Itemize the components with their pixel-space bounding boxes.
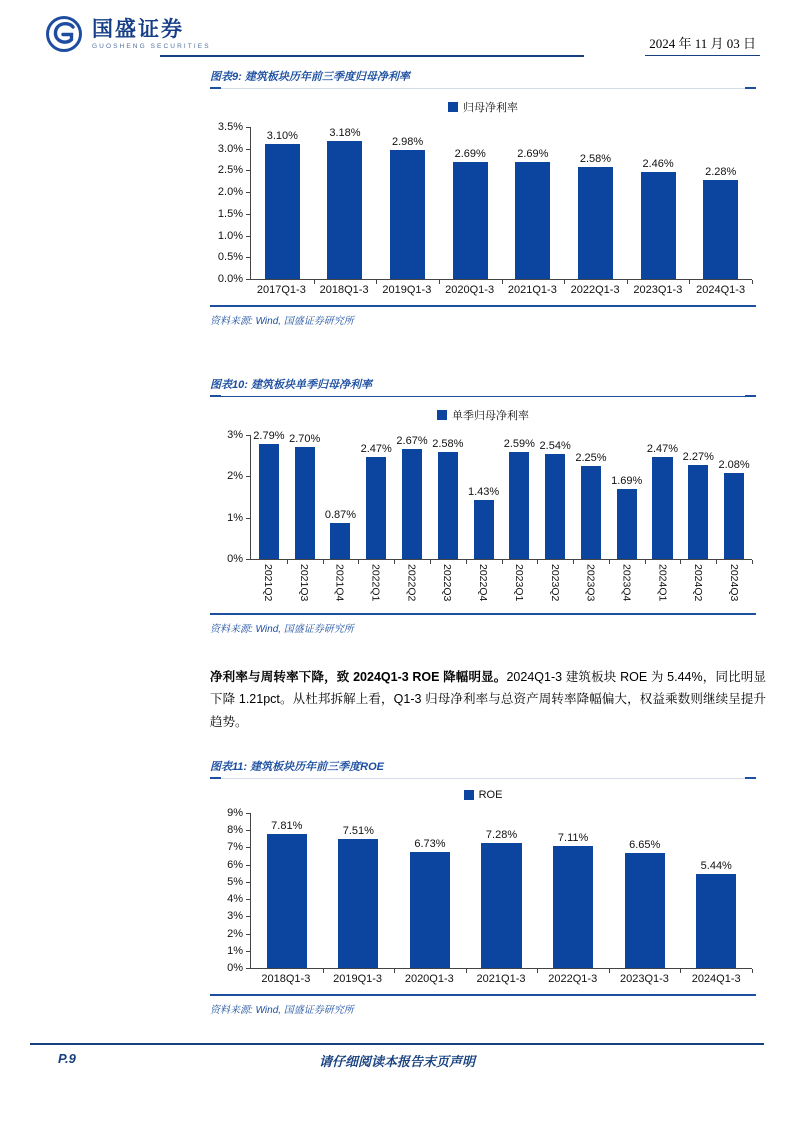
y-tick-label: 2.5% <box>217 164 243 177</box>
bar-value-label: 2.47% <box>360 442 392 455</box>
x-tick-label-text: 2017Q1-3 <box>256 284 306 296</box>
x-tick-label <box>537 564 573 604</box>
bar-slot <box>376 127 439 279</box>
y-tick-label: 2.0% <box>217 186 243 199</box>
bar-slot <box>251 429 287 559</box>
x-tick-label <box>680 973 752 985</box>
footer-rule <box>30 1043 764 1045</box>
bar-slot <box>680 435 716 559</box>
bar-slot <box>314 127 377 279</box>
x-tick-label-text: 2024Q1 <box>656 564 669 602</box>
x-tick-label-text: 2019Q1-3 <box>382 284 432 296</box>
bar-value-label: 2.54% <box>539 440 571 453</box>
bar-slot <box>564 127 627 279</box>
x-tick <box>537 969 538 973</box>
x-tick-label <box>716 564 752 604</box>
x-tick-label-text: 2021Q1-3 <box>507 284 557 296</box>
x-tick <box>394 969 395 973</box>
x-tick-label-text: 2022Q4 <box>477 564 490 602</box>
y-tick-label: 2% <box>227 470 243 483</box>
report-date: 2024 年 11 月 03 日 <box>645 33 760 56</box>
x-axis-labels <box>250 284 752 296</box>
bar-value-label: 2.58% <box>579 152 612 165</box>
bar-value-label: 2.59% <box>503 437 535 450</box>
figure-10 <box>210 376 756 635</box>
bar-2024Q1 <box>646 442 679 559</box>
bar-slot <box>394 813 466 968</box>
x-tick-label-text: 2022Q1-3 <box>548 973 598 985</box>
y-tick <box>246 279 250 280</box>
bar-value-label: 0.87% <box>324 509 357 522</box>
x-tick <box>466 969 467 973</box>
y-tick-label: 0% <box>227 962 243 974</box>
bar-2024Q3 <box>718 459 750 559</box>
bar-value-label: 2.08% <box>718 459 750 472</box>
brand-name-en: GUOSHENG SECURITIES <box>92 43 211 51</box>
bar-slot <box>609 435 645 559</box>
y-tick <box>246 518 250 519</box>
bar-2022Q1-3 <box>578 152 613 279</box>
bar-value-label: 3.10% <box>266 130 298 143</box>
x-tick-label <box>573 564 609 604</box>
x-tick <box>502 560 503 564</box>
bar-value-label: 2.67% <box>396 434 428 447</box>
bar-value-label: 2.47% <box>646 442 679 455</box>
x-tick <box>752 280 753 284</box>
x-tick <box>314 280 315 284</box>
x-tick-label-text: 2023Q4 <box>620 564 633 602</box>
x-tick-label <box>438 284 501 296</box>
y-tick <box>246 916 250 917</box>
x-tick <box>627 280 628 284</box>
x-tick <box>287 560 288 564</box>
figure-9-legend <box>210 99 756 115</box>
y-axis <box>210 429 250 565</box>
y-tick-label: 3% <box>227 910 243 923</box>
figure-10-title: 图表10: 建筑板块单季归母净利率 <box>210 379 372 391</box>
legend-label: 归母净利率 <box>463 102 518 114</box>
x-tick-label <box>537 973 609 985</box>
figure-9-top-rule <box>210 88 756 89</box>
figure-11-top-rule <box>210 778 756 779</box>
figure-11 <box>210 758 756 1016</box>
y-tick-label: 3.5% <box>217 121 243 133</box>
x-tick <box>689 280 690 284</box>
x-tick-label <box>250 284 313 296</box>
x-tick-label <box>313 284 376 296</box>
bar-slot <box>466 435 502 559</box>
bar-slot <box>716 435 752 559</box>
x-tick-label <box>644 564 680 604</box>
bar-value-label: 7.28% <box>485 828 518 841</box>
brand-name: 国盛证券 <box>92 17 184 41</box>
y-tick <box>246 192 250 193</box>
figure-9-title: 图表9: 建筑板块历年前三季度归母净利率 <box>210 71 410 83</box>
bar-slot <box>466 813 538 968</box>
x-tick-label-text: 2021Q1-3 <box>476 973 526 985</box>
x-tick <box>502 280 503 284</box>
x-tick <box>716 560 717 564</box>
legend-swatch-icon <box>464 790 474 800</box>
x-tick-label-text: 2024Q2 <box>692 564 705 602</box>
bar-2022Q2 <box>396 434 428 559</box>
bar-2023Q4 <box>611 475 643 559</box>
x-tick-label <box>322 973 394 985</box>
bar-slot <box>358 435 394 559</box>
x-tick-label-text: 2024Q3 <box>728 564 741 602</box>
figure-10-bottom-rule <box>210 613 756 615</box>
legend-label: 单季归母净利率 <box>452 410 529 422</box>
x-tick-label-text: 2019Q1-3 <box>333 973 383 985</box>
bar-2021Q3 <box>289 433 321 559</box>
y-tick <box>246 149 250 150</box>
y-tick <box>246 899 250 900</box>
x-tick-label-text: 2022Q1 <box>369 564 382 602</box>
y-axis <box>210 121 250 285</box>
legend-label: ROE <box>478 789 503 801</box>
x-axis-labels <box>250 564 752 604</box>
x-tick <box>609 969 610 973</box>
bar-value-label: 1.43% <box>467 485 500 498</box>
brand-logo-icon <box>44 14 84 54</box>
bar-2018Q1-3 <box>267 819 307 969</box>
x-tick-label-text: 2023Q1-3 <box>619 973 669 985</box>
y-tick-label: 1.5% <box>217 207 243 220</box>
bar-value-label: 2.79% <box>253 429 285 442</box>
x-tick <box>564 280 565 284</box>
x-tick-label <box>358 564 394 604</box>
y-tick <box>246 951 250 952</box>
bar-slot <box>394 435 430 559</box>
x-tick-label-text: 2021Q3 <box>297 564 310 602</box>
y-tick <box>246 435 250 436</box>
figure-10-legend <box>210 407 756 423</box>
brand-logo <box>44 14 211 54</box>
x-tick-label <box>689 284 752 296</box>
x-tick-label-text: 2018Q1-3 <box>261 973 311 985</box>
figure-9 <box>210 68 756 327</box>
bar-2020Q1-3 <box>453 148 488 279</box>
analysis-paragraph <box>210 666 766 733</box>
bar-value-label: 6.65% <box>629 839 661 852</box>
bar-slot <box>627 127 690 279</box>
x-tick-label <box>465 973 537 985</box>
x-tick <box>358 560 359 564</box>
bar-slot <box>323 813 395 968</box>
bar-slot <box>573 435 609 559</box>
y-tick-label: 8% <box>227 824 243 837</box>
y-tick <box>246 170 250 171</box>
y-tick <box>246 476 250 477</box>
plot-area <box>250 127 752 280</box>
bar-2023Q1-3 <box>641 158 676 279</box>
x-tick-label <box>627 284 690 296</box>
y-axis <box>210 807 250 974</box>
y-tick <box>246 257 250 258</box>
bar-2021Q2 <box>253 429 285 559</box>
bar-value-label: 5.44% <box>700 860 732 873</box>
y-tick-label: 4% <box>227 893 243 906</box>
bar-2023Q1 <box>503 437 535 559</box>
bar-2024Q2 <box>682 451 714 559</box>
bar-slot <box>287 435 323 559</box>
x-tick <box>645 560 646 564</box>
x-tick <box>537 560 538 564</box>
x-tick-label <box>286 564 322 604</box>
bar-2022Q3 <box>432 438 464 559</box>
bar-2019Q1-3 <box>338 824 378 968</box>
bar-value-label: 2.25% <box>575 452 607 464</box>
y-tick-label: 0.5% <box>217 251 243 264</box>
bar-slot <box>689 127 752 279</box>
x-tick-label-text: 2022Q1-3 <box>570 284 620 296</box>
x-tick-label-text: 2023Q2 <box>548 564 561 602</box>
x-tick-label-text: 2024Q1-3 <box>696 284 746 296</box>
x-tick-label-text: 2020Q1-3 <box>445 284 495 296</box>
x-tick-label <box>376 284 439 296</box>
bar-2020Q1-3 <box>410 838 450 968</box>
x-tick-label <box>609 973 681 985</box>
y-tick-label: 3% <box>227 429 243 441</box>
header-rule <box>160 55 584 57</box>
plot-area <box>250 429 752 560</box>
y-tick <box>246 882 250 883</box>
bar-slot <box>680 813 752 968</box>
bar-value-label: 2.46% <box>642 158 674 171</box>
y-tick <box>246 968 250 969</box>
x-tick-label <box>393 564 429 604</box>
x-tick-label <box>501 564 537 604</box>
x-tick <box>466 560 467 564</box>
x-tick-label <box>250 564 286 604</box>
x-tick-label-text: 2024Q1-3 <box>691 973 741 985</box>
bar-slot <box>609 813 681 968</box>
x-tick <box>376 280 377 284</box>
x-axis-labels <box>250 973 752 985</box>
page-number: P.9 <box>58 1051 76 1066</box>
bar-slot <box>323 435 359 559</box>
x-tick <box>752 969 753 973</box>
bar-2022Q1 <box>360 442 392 559</box>
legend-swatch-icon <box>448 102 458 112</box>
bar-2023Q3 <box>575 452 607 559</box>
y-tick-label: 6% <box>227 858 243 871</box>
y-tick-label: 1% <box>227 511 243 524</box>
x-tick <box>573 560 574 564</box>
y-tick <box>246 865 250 866</box>
bar-value-label: 7.81% <box>271 819 303 832</box>
figure-10-plot <box>210 429 756 565</box>
bar-value-label: 3.18% <box>329 126 361 139</box>
footer-disclaimer: 请仔细阅读本报告末页声明 <box>318 1054 475 1069</box>
figure-11-title: 图表11: 建筑板块历年前三季度ROE <box>210 761 384 773</box>
y-tick-label: 2% <box>227 927 243 940</box>
y-tick <box>246 934 250 935</box>
bar-value-label: 2.58% <box>432 438 464 451</box>
figure-11-plot <box>210 807 756 974</box>
y-tick-label: 1.0% <box>217 229 243 242</box>
bar-slot <box>251 813 323 968</box>
y-tick <box>246 236 250 237</box>
x-tick-label <box>609 564 645 604</box>
bar-2017Q1-3 <box>265 130 300 279</box>
bar-2019Q1-3 <box>390 135 425 279</box>
figure-11-bottom-rule <box>210 994 756 996</box>
y-tick-label: 9% <box>227 807 243 819</box>
x-tick <box>439 280 440 284</box>
x-tick-label-text: 2021Q4 <box>333 564 346 602</box>
bar-2021Q1-3 <box>481 828 521 968</box>
legend-swatch-icon <box>437 410 447 420</box>
x-tick <box>323 560 324 564</box>
paragraph-body: 2024Q1-3 建筑板块 ROE 为 5.44%，同比明显下降 1.21pct。从杜邦拆解上看，Q1-3 归母净利率与总资产周转率降幅偏大，权益乘数则继续呈提升趋势。 <box>210 670 766 729</box>
x-tick <box>680 560 681 564</box>
bar-2023Q2 <box>539 440 571 559</box>
bar-slot <box>430 435 466 559</box>
paragraph-bold-lead: 净利率与周转率下降，致 2024Q1-3 ROE 降幅明显。 <box>210 670 507 684</box>
y-tick-label: 1% <box>227 944 243 957</box>
bar-2021Q1-3 <box>515 148 550 279</box>
y-tick-label: 0% <box>227 553 243 565</box>
x-tick-label <box>501 284 564 296</box>
bar-slot <box>251 127 314 279</box>
y-tick <box>246 813 250 814</box>
y-tick <box>246 559 250 560</box>
bar-2022Q4 <box>467 485 500 559</box>
y-tick-label: 3.0% <box>217 142 243 155</box>
bar-value-label: 2.28% <box>705 165 737 178</box>
x-tick-label <box>322 564 358 604</box>
y-tick <box>246 127 250 128</box>
bar-2023Q1-3 <box>625 839 665 968</box>
x-tick-label <box>250 973 322 985</box>
figure-9-bottom-rule <box>210 305 756 307</box>
bar-2021Q4 <box>324 509 357 559</box>
bar-slot <box>537 435 573 559</box>
bar-value-label: 2.98% <box>391 135 424 148</box>
y-tick <box>246 847 250 848</box>
x-tick-label <box>429 564 465 604</box>
x-tick-label-text: 2022Q3 <box>441 564 454 602</box>
brand-text <box>92 18 211 50</box>
figure-10-source: 资料来源: Wind, 国盛证券研究所 <box>210 624 354 636</box>
bar-slot <box>645 435 681 559</box>
x-tick <box>752 560 753 564</box>
bar-slot <box>439 127 502 279</box>
x-tick-label <box>680 564 716 604</box>
x-tick <box>394 560 395 564</box>
x-tick-label-text: 2022Q2 <box>405 564 418 602</box>
y-tick <box>246 830 250 831</box>
x-tick-label-text: 2018Q1-3 <box>319 284 369 296</box>
y-tick-label: 0.0% <box>217 273 243 285</box>
x-tick-label <box>393 973 465 985</box>
x-tick <box>323 969 324 973</box>
x-tick <box>430 560 431 564</box>
figure-9-source: 资料来源: Wind, 国盛证券研究所 <box>210 316 354 327</box>
x-tick <box>680 969 681 973</box>
bar-value-label: 1.69% <box>611 475 643 488</box>
y-tick <box>246 214 250 215</box>
bar-value-label: 2.27% <box>682 451 714 464</box>
bar-value-label: 7.51% <box>342 824 374 837</box>
bar-2024Q1-3 <box>703 165 738 279</box>
plot-area <box>250 813 752 969</box>
bar-value-label: 6.73% <box>414 838 446 851</box>
x-tick <box>609 560 610 564</box>
figure-11-source: 资料来源: Wind, 国盛证券研究所 <box>210 1005 354 1016</box>
bar-2018Q1-3 <box>327 126 362 279</box>
x-tick-label-text: 2023Q1 <box>512 564 525 602</box>
x-tick-label-text: 2023Q1-3 <box>633 284 683 296</box>
figure-10-top-rule <box>210 396 756 397</box>
figure-11-legend <box>210 789 756 801</box>
bar-slot <box>537 813 609 968</box>
bar-slot <box>502 127 565 279</box>
x-tick-label <box>465 564 501 604</box>
y-tick-label: 5% <box>227 875 243 888</box>
x-tick-label-text: 2023Q3 <box>584 564 597 602</box>
y-tick-label: 7% <box>227 841 243 854</box>
x-tick-label-text: 2020Q1-3 <box>404 973 454 985</box>
bar-2022Q1-3 <box>553 831 593 968</box>
bar-slot <box>501 435 537 559</box>
bar-value-label: 2.69% <box>454 148 486 161</box>
bar-2024Q1-3 <box>696 860 736 968</box>
bar-value-label: 2.69% <box>517 148 549 161</box>
bar-value-label: 2.70% <box>289 433 321 446</box>
figure-9-plot <box>210 121 756 285</box>
x-tick-label-text: 2021Q2 <box>261 564 274 602</box>
x-tick-label <box>564 284 627 296</box>
bar-value-label: 7.11% <box>557 831 589 844</box>
